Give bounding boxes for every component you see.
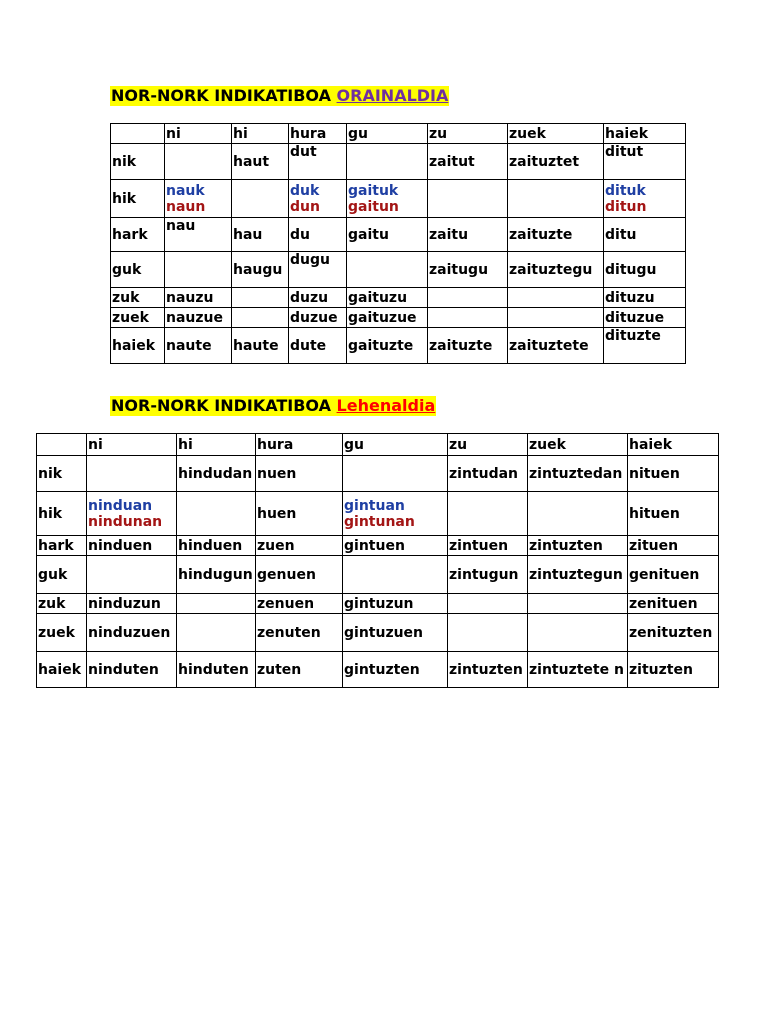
masculine-form: dituk <box>605 182 646 199</box>
feminine-form: gaitun <box>348 198 399 215</box>
row-header: haiek <box>111 328 165 364</box>
feminine-form: gintunan <box>344 513 415 530</box>
table-cell: du <box>289 218 347 252</box>
table-cell: zintuen <box>448 536 528 556</box>
row-header: guk <box>37 556 87 594</box>
table-cell <box>177 614 256 652</box>
table-cell: dituzu <box>604 288 686 308</box>
table-cell: gaituzte <box>347 328 428 364</box>
table-cell: gintuzuen <box>343 614 448 652</box>
column-header: zuek <box>508 124 604 144</box>
table-row <box>111 252 686 288</box>
table-cell <box>347 180 428 218</box>
table-cell: hinduten <box>177 652 256 688</box>
table-cell: nuen <box>256 456 343 492</box>
table-cell <box>177 492 256 536</box>
column-header: hi <box>177 434 256 456</box>
table-cell <box>177 594 256 614</box>
table-cell <box>428 288 508 308</box>
table-cell: ditut <box>604 144 686 180</box>
table-cell: gintuen <box>343 536 448 556</box>
table-cell: ninduen <box>87 536 177 556</box>
table-cell: zintuzten <box>448 652 528 688</box>
table-cell <box>165 144 232 180</box>
corner-cell <box>111 124 165 144</box>
table-cell <box>87 492 177 536</box>
column-header: haiek <box>628 434 719 456</box>
column-header: gu <box>347 124 428 144</box>
table-cell: haute <box>232 328 289 364</box>
table-cell <box>528 492 628 536</box>
table-cell: haugu <box>232 252 289 288</box>
table-cell: zintuzten <box>528 536 628 556</box>
table-cell: zuen <box>256 536 343 556</box>
table-cell: ninduzuen <box>87 614 177 652</box>
table-cell <box>87 456 177 492</box>
table-cell: dut <box>289 144 347 180</box>
column-header: ni <box>87 434 177 456</box>
table-cell: zintuztedan <box>528 456 628 492</box>
table-row <box>37 556 719 594</box>
table-row <box>111 218 686 252</box>
feminine-form: ditun <box>605 198 647 215</box>
column-header: zuek <box>528 434 628 456</box>
row-header: zuk <box>37 594 87 614</box>
row-header: hark <box>37 536 87 556</box>
table-cell <box>232 288 289 308</box>
masculine-form: duk <box>290 182 320 199</box>
table-cell <box>508 308 604 328</box>
table-cell <box>528 594 628 614</box>
table-cell: zintugun <box>448 556 528 594</box>
table-cell <box>428 308 508 328</box>
table-cell <box>232 308 289 328</box>
table-cell <box>604 180 686 218</box>
table-cell: zintuztete n <box>528 652 628 688</box>
table-cell: hituen <box>628 492 719 536</box>
table-cell: zaituztegu <box>508 252 604 288</box>
table-cell: dituzue <box>604 308 686 328</box>
table-cell: genituen <box>628 556 719 594</box>
table-cell: zintuztegun <box>528 556 628 594</box>
table-cell <box>165 252 232 288</box>
table-cell <box>347 144 428 180</box>
row-header: zuk <box>111 288 165 308</box>
table-cell: nituen <box>628 456 719 492</box>
column-header: zu <box>428 124 508 144</box>
table-row <box>37 456 719 492</box>
table-cell <box>508 288 604 308</box>
table-cell <box>343 556 448 594</box>
table-cell <box>428 180 508 218</box>
table-row <box>37 614 719 652</box>
table-cell: zuten <box>256 652 343 688</box>
table-cell <box>289 180 347 218</box>
masculine-form: gintuan <box>344 497 405 514</box>
table-cell: zenituzten <box>628 614 719 652</box>
row-header: hark <box>111 218 165 252</box>
table-cell <box>448 492 528 536</box>
table-cell: ninduten <box>87 652 177 688</box>
row-header: guk <box>111 252 165 288</box>
table-row <box>111 144 686 180</box>
table-cell: zituen <box>628 536 719 556</box>
table-cell: zaitut <box>428 144 508 180</box>
table-cell: ninduzun <box>87 594 177 614</box>
table-cell: ditugu <box>604 252 686 288</box>
present-tense-table <box>110 123 686 364</box>
table-cell: gaitu <box>347 218 428 252</box>
masculine-form: gaituk <box>348 182 399 199</box>
table-cell: ditu <box>604 218 686 252</box>
header-row <box>37 434 719 456</box>
section1-title-prefix: NOR-NORK INDIKATIBOA <box>111 86 337 105</box>
section1-title-tense: ORAINALDIA <box>336 86 449 105</box>
column-header: hi <box>232 124 289 144</box>
table-cell: nauzu <box>165 288 232 308</box>
section1-title <box>110 86 449 106</box>
table-cell: gaituzu <box>347 288 428 308</box>
table-cell: nau <box>165 218 232 252</box>
table-cell: hinduen <box>177 536 256 556</box>
table-cell: zaituzte <box>508 218 604 252</box>
table-cell <box>343 492 448 536</box>
table-cell: dugu <box>289 252 347 288</box>
masculine-form: ninduan <box>88 497 153 514</box>
table-cell: zenituen <box>628 594 719 614</box>
column-header: haiek <box>604 124 686 144</box>
table-cell: zenuten <box>256 614 343 652</box>
table-cell: haut <box>232 144 289 180</box>
feminine-form: dun <box>290 198 320 215</box>
feminine-form: nindunan <box>88 513 163 530</box>
table-cell: gintuzun <box>343 594 448 614</box>
table-cell: zituzten <box>628 652 719 688</box>
table-cell: gaituzue <box>347 308 428 328</box>
table-cell: dituzte <box>604 328 686 364</box>
column-header: ni <box>165 124 232 144</box>
row-header: nik <box>111 144 165 180</box>
table-cell: zaituztete <box>508 328 604 364</box>
table-cell: zaituztet <box>508 144 604 180</box>
row-header: haiek <box>37 652 87 688</box>
past-tense-table <box>36 433 719 688</box>
table-cell: huen <box>256 492 343 536</box>
row-header: zuek <box>111 308 165 328</box>
table-cell: naute <box>165 328 232 364</box>
column-header: gu <box>343 434 448 456</box>
corner-cell <box>37 434 87 456</box>
table-cell: genuen <box>256 556 343 594</box>
row-header: hik <box>37 492 87 536</box>
column-header: zu <box>448 434 528 456</box>
table-cell: hau <box>232 218 289 252</box>
table-cell <box>165 180 232 218</box>
table-cell: duzue <box>289 308 347 328</box>
table-cell: dute <box>289 328 347 364</box>
table-cell <box>347 252 428 288</box>
table-cell <box>508 180 604 218</box>
table-row <box>37 594 719 614</box>
column-header: hura <box>256 434 343 456</box>
table-cell: hindugun <box>177 556 256 594</box>
column-header: hura <box>289 124 347 144</box>
row-header: nik <box>37 456 87 492</box>
table-cell <box>232 180 289 218</box>
row-header: zuek <box>37 614 87 652</box>
table-cell <box>528 614 628 652</box>
section2-title-prefix: NOR-NORK INDIKATIBOA <box>111 396 337 415</box>
table-row <box>37 492 719 536</box>
table-row <box>37 652 719 688</box>
table-row <box>111 288 686 308</box>
table-cell: hindudan <box>177 456 256 492</box>
section2-title-tense: Lehenaldia <box>336 396 436 415</box>
table-row <box>37 536 719 556</box>
table-cell <box>343 456 448 492</box>
table-cell: gintuzten <box>343 652 448 688</box>
masculine-form: nauk <box>166 182 205 199</box>
table-cell: nauzue <box>165 308 232 328</box>
row-header: hik <box>111 180 165 218</box>
table-cell <box>448 614 528 652</box>
feminine-form: naun <box>166 198 206 215</box>
section2-title <box>110 396 436 416</box>
table-cell: zaitugu <box>428 252 508 288</box>
table-cell: zaituzte <box>428 328 508 364</box>
table-cell: zenuen <box>256 594 343 614</box>
table-row <box>111 180 686 218</box>
table-row <box>111 308 686 328</box>
header-row <box>111 124 686 144</box>
table-row <box>111 328 686 364</box>
table-cell <box>448 594 528 614</box>
table-cell: zaitu <box>428 218 508 252</box>
table-cell <box>87 556 177 594</box>
table-cell: duzu <box>289 288 347 308</box>
table-cell: zintudan <box>448 456 528 492</box>
